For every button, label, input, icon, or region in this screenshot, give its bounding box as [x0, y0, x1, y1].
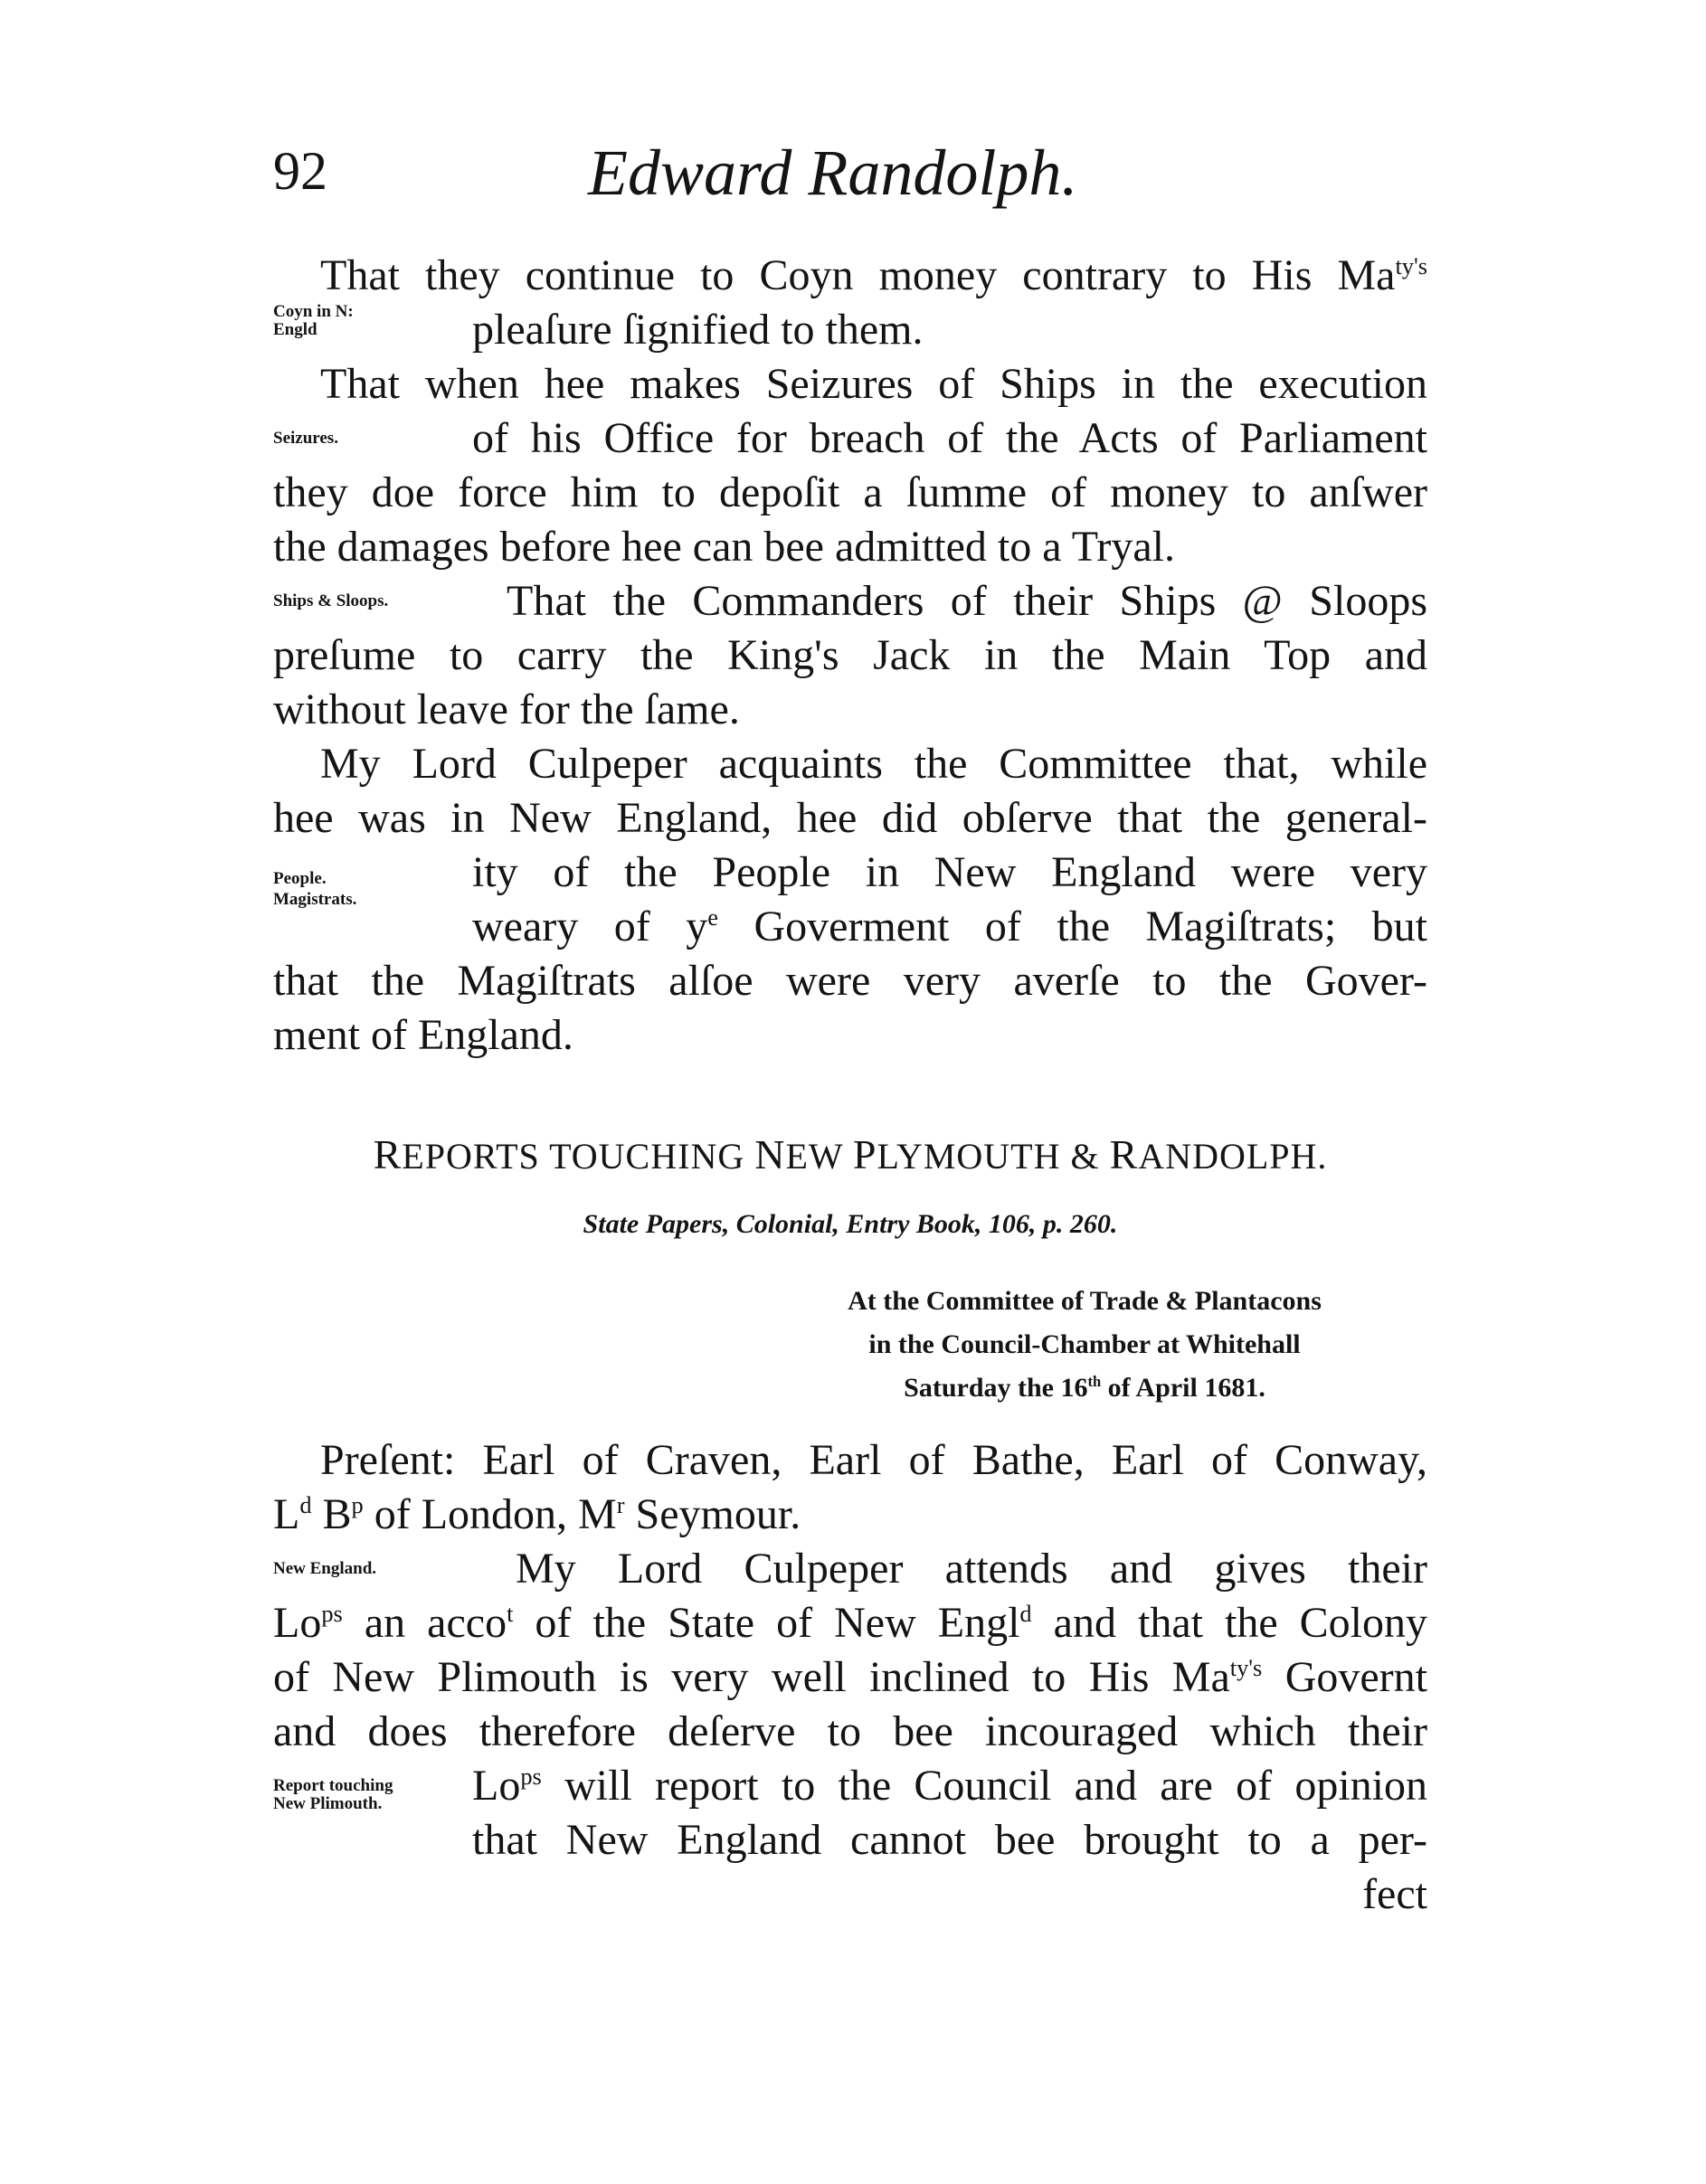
margin-note: New England. — [273, 1559, 377, 1578]
text-line: $Lo^{ps}$ will report to the Council and are of opinion — [472, 1762, 1427, 1810]
text-line: Preſent: Earl of Craven, Earl of Bathe, Earl of Conway, — [320, 1436, 1427, 1484]
catchword: fect — [1362, 1870, 1427, 1918]
dateline: Saturday the 16th of April 1681. — [904, 1373, 1265, 1403]
text-line: ment of England. — [273, 1011, 573, 1059]
margin-note: Seizures. — [273, 429, 338, 448]
text-line: that New England cannot bee brought to a per- — [472, 1816, 1427, 1864]
source-citation: State Papers, Colonial, Entry Book, 106, p. 260. — [583, 1209, 1118, 1239]
margin-note: New Plimouth. — [273, 1794, 383, 1813]
margin-note: Ships & Sloops. — [273, 591, 389, 610]
text-line: hee was in New England, hee did obſerve that the general- — [273, 794, 1427, 842]
section-heading: REPORTS TOUCHING NEW PLYMOUTH & RANDOLPH. — [373, 1131, 1328, 1177]
text-line: weary of $y^e$ Goverment of the Magiſtrats; but — [472, 903, 1427, 950]
text-line: That the Commanders of their Ships @ Sloops — [507, 577, 1427, 625]
text-line: and does therefore deſerve to bee incouraged which their — [273, 1707, 1427, 1755]
text-line: My Lord Culpeper attends and gives their — [516, 1545, 1427, 1593]
text-line: that the Magiſtrats alſoe were very averſe to the Gover- — [273, 957, 1427, 1005]
text-line: $L^d$ $B^p$ of London, $M^r$ Seymour. — [273, 1490, 801, 1538]
text-line: That when hee makes Seizures of Ships in the execution — [320, 360, 1427, 408]
dateline: in the Council-Chamber at Whitehall — [868, 1329, 1301, 1359]
text-line: of New Plimouth is very well inclined to His $Ma^{ty's}$ Governt — [273, 1653, 1427, 1701]
margin-note: Engld — [273, 320, 318, 339]
dateline: At the Committee of Trade & Plantacons — [848, 1286, 1322, 1316]
margin-note: Report touching — [273, 1776, 393, 1795]
text-line: That they continue to Coyn money contrary to His $Ma^{ty's}$ — [320, 251, 1427, 299]
text-line: the damages before hee can bee admitted to a Tryal. — [273, 523, 1175, 571]
running-title: Edward Randolph. — [588, 137, 1078, 209]
text-line: they doe force him to depoſit a ſumme of money to anſwer — [273, 468, 1427, 516]
text-line: preſume to carry the King's Jack in the Main Top and — [273, 631, 1427, 679]
margin-note: People. — [273, 869, 327, 888]
text-line: My Lord Culpeper acquaints the Committee that, while — [320, 740, 1427, 788]
text-line: without leave for the ſame. — [273, 685, 740, 733]
text-line: pleaſure ſignified to them. — [472, 306, 924, 354]
margin-note: Magistrats. — [273, 890, 357, 909]
margin-note: Coyn in N: — [273, 302, 354, 321]
page-number: 92 — [273, 141, 327, 201]
text-line: ity of the People in New England were very — [472, 848, 1427, 896]
text-line: of his Office for breach of the Acts of Parliament — [472, 414, 1427, 462]
text-line: $Lo^{ps}$ an acco$^t$ of the State of New Engl$^d$ and that the Colony — [273, 1599, 1427, 1647]
